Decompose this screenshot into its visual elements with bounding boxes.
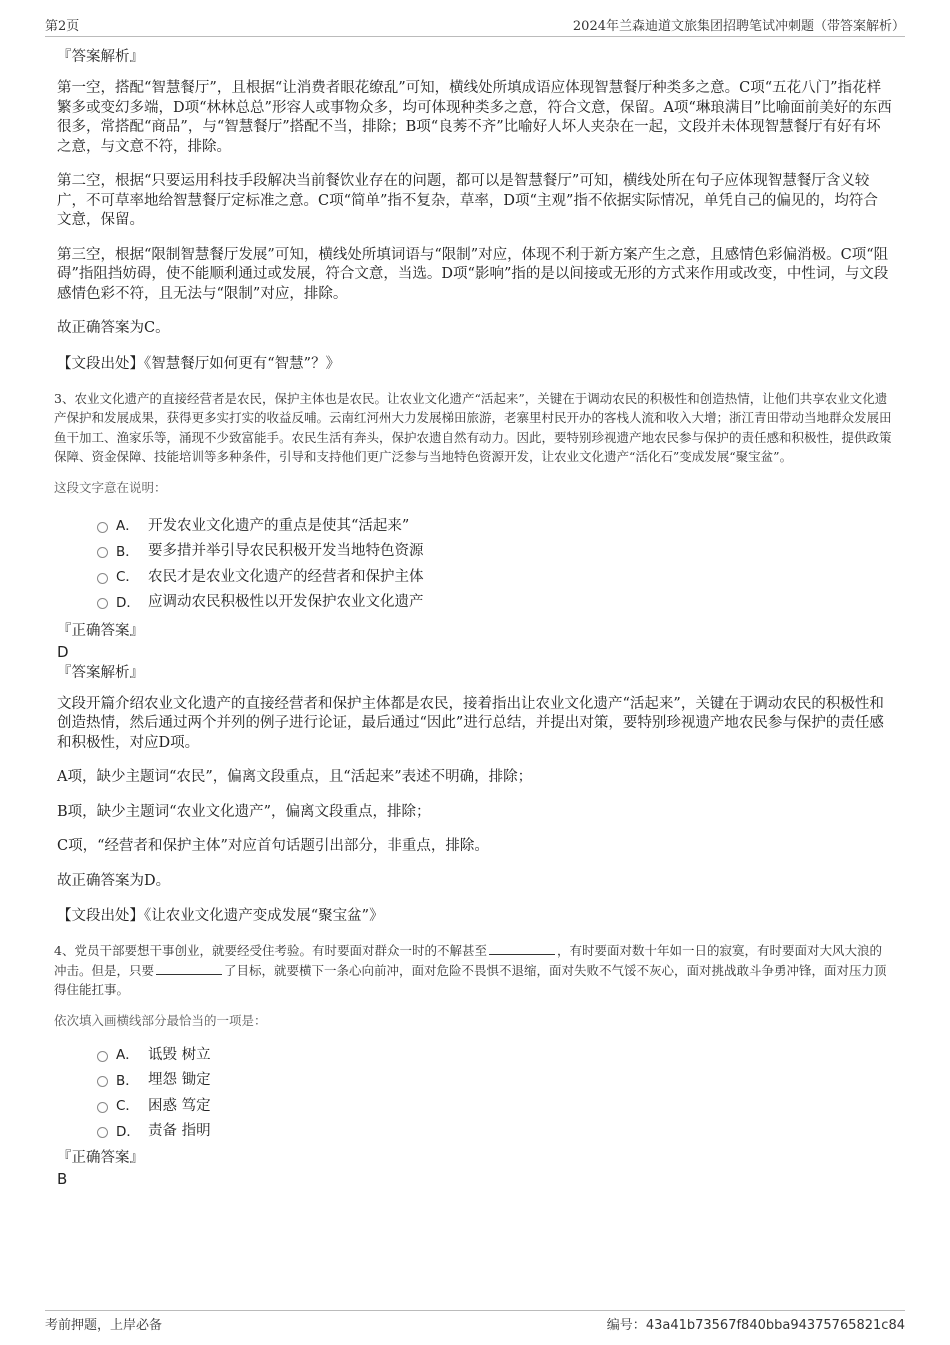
- radio-icon[interactable]: [97, 1076, 108, 1087]
- radio-icon[interactable]: [97, 598, 108, 609]
- option-text: 要多措并举引导农民积极开发当地特色资源: [148, 543, 424, 560]
- option-text: 责备 指明: [148, 1123, 211, 1140]
- option-text: 埋怨 锄定: [148, 1072, 211, 1089]
- q4-option-d[interactable]: D． 责备 指明: [97, 1117, 892, 1143]
- q3-options: [57, 512, 892, 614]
- option-text: 农民才是农业文化遗产的经营者和保护主体: [148, 568, 424, 585]
- q3-analysis-paragraph: 文段开篇介绍农业文化遗产的直接经营者和保护主体都是农民，接着指出让农业文化遗产“活起来”，关键在于调动农民的积极性和创造热情，然后通过两个并列的例子进行论证，最后通过“因此”进行总结，并提出对策，要特别珍视遗产地农民参与保护的责任感和积极性，对应D项。: [57, 695, 884, 751]
- q2-analysis-paragraph: 第二空，根据“只要运用科技手段解决当前餐饮业存在的问题，都可以是智慧餐厅”可知，横线处所在句子应体现智慧餐厅含义较广，不可草率地给智慧餐厅定标准之意。C项“简单”指不复杂，草率，D项“主观”指不依据实际情况，单凭自己的偏见的，均符合文意，保留。: [57, 173, 878, 228]
- radio-icon[interactable]: [97, 1051, 108, 1062]
- page-header: [45, 12, 905, 37]
- q4-stem: 4、党员干部要想干事创业，就要经受住考验。有时要面对群众一时的不解甚至 ，有时要面对数十年如一日的寂寞，有时要面对大风大浪的冲击。但是，只要 了目标，就要横下一条心向前冲，面对危险不畏惧不退缩，面对失败不气馁不灰心，面对挑战敢斗争勇冲锋，面对压力顶得住能扛事。: [54, 943, 887, 997]
- q4-option-b[interactable]: B． 埋怨 锄定: [97, 1066, 892, 1092]
- q4-prompt: 依次填入画横线部分最恰当的一项是：: [54, 1012, 267, 1028]
- page-footer: [45, 1310, 905, 1333]
- q3-analysis-paragraph: A项，缺少主题词“农民”，偏离文段重点，且“活起来”表述不明确，排除；: [57, 769, 533, 785]
- radio-icon[interactable]: [97, 1102, 108, 1113]
- option-text: 应调动农民积极性以开发保护农业文化遗产: [148, 594, 424, 611]
- q2-analysis-paragraph: 第一空，搭配“智慧餐厅”，且根据“让消费者眼花缭乱”可知，横线处所填成语应体现智慧餐厅种类多之意。C项“五花八门”指花样繁多或变幻多端，D项“林林总总”形容人或事物众多，均可体现种类多之意，符合文意，保留。A项“琳琅满目”比喻面前美好的东西很多，常搭配“商品”，与“智慧餐厅”搭配不当，排除；B项“良莠不齐”比喻好人坏人夹杂在一起，文段并未体现智慧餐厅有好有坏之意，与文意不符，排除。: [57, 80, 892, 155]
- q3-option-c[interactable]: C． 农民才是农业文化遗产的经营者和保护主体: [97, 563, 892, 589]
- q3-conclusion: 故正确答案为D。: [57, 872, 171, 889]
- q3-answer: D: [57, 642, 69, 661]
- q2-analysis-label: 『答案解析』: [57, 49, 144, 65]
- option-text: 困惑 笃定: [148, 1097, 211, 1114]
- q3-option-d[interactable]: D． 应调动农民积极性以开发保护农业文化遗产: [97, 588, 892, 614]
- document-code: [607, 1314, 905, 1333]
- q4-option-c[interactable]: C． 困惑 笃定: [97, 1092, 892, 1118]
- radio-icon[interactable]: [97, 522, 108, 533]
- q3-analysis-paragraph: B项，缺少主题词“农业文化遗产”，偏离文段重点，排除；: [57, 803, 431, 820]
- radio-icon[interactable]: [97, 547, 108, 558]
- q3-stem: 3、农业文化遗产的直接经营者是农民，保护主体也是农民。让农业文化遗产“活起来”，关键在于调动农民的积极性和创造热情，让他们共享农业文化遗产保护和发展成果，获得更多实打实的收益反哺。云南红河州大力发展梯田旅游，老寨里村民开办的客栈人流和收入大增；浙江青田带动当地群众发展田鱼干加工、渔家乐等，涌现不少致富能手。农民生活有奔头，保护农遗自然有动力。因此，要特别珍视遗产地农民参与保护的责任感和积极性，提供政策保障、资金保障、技能培训等多种条件，引导和支持他们更广泛参与当地特色资源开发，让农业文化遗产“活化石”变成发展“聚宝盆”。: [54, 390, 892, 464]
- code-value: 43a41b73567f840bba94375765821c84: [645, 1318, 905, 1333]
- q3-prompt: 这段文字意在说明：: [54, 479, 167, 495]
- radio-icon[interactable]: [97, 573, 108, 584]
- q3-analysis-paragraph: C项，“经营者和保护主体”对应首句话题引出部分，非重点，排除。: [57, 838, 489, 854]
- q4-option-a[interactable]: A． 诋毁 树立: [97, 1041, 892, 1067]
- document-title: 2024年兰森迪道文旅集团招聘笔试冲刺题（带答案解析）: [572, 19, 905, 34]
- q2-source: 【文段出处】《智慧餐厅如何更有“智慧”？》: [57, 355, 341, 372]
- q2-conclusion: 故正确答案为C。: [57, 320, 170, 336]
- q3-analysis-label: 『答案解析』: [57, 664, 144, 681]
- q3-option-a[interactable]: A． 开发农业文化遗产的重点是使其“活起来”: [97, 512, 892, 538]
- radio-icon[interactable]: [97, 1127, 108, 1138]
- fill-blank: [489, 942, 555, 955]
- q2-analysis-paragraph: 第三空，根据“限制智慧餐厅发展”可知，横线处所填词语与“限制”对应，体现不利于新方案产生之意，且感情色彩偏消极。C项“阻碍”指阻挡妨碍，使不能顺利通过或发展，符合文意，当选。D项“影响”指的是以间接或无形的方式来作用或改变，中性词，与文段感情色彩不符，且无法与“限制”对应，排除。: [57, 246, 889, 302]
- q3-answer-label: 『正确答案』: [57, 622, 144, 639]
- option-text: 诋毁 树立: [148, 1046, 211, 1063]
- q3-option-b[interactable]: B． 要多措并举引导农民积极开发当地特色资源: [97, 537, 892, 563]
- code-label: 编号：: [606, 1318, 646, 1333]
- q4-answer: B: [57, 1169, 68, 1188]
- option-text: 开发农业文化遗产的重点是使其“活起来”: [148, 517, 410, 534]
- page-number: 第2页: [45, 19, 80, 34]
- q3-source: 【文段出处】《让农业文化遗产变成发展“聚宝盆”》: [57, 908, 384, 924]
- fill-blank: [156, 962, 222, 975]
- q4-answer-label: 『正确答案』: [57, 1149, 144, 1166]
- q4-options: [57, 1041, 892, 1143]
- footer-slogan: 考前押题，上岸必备: [45, 1318, 163, 1333]
- page-content: [54, 46, 892, 1189]
